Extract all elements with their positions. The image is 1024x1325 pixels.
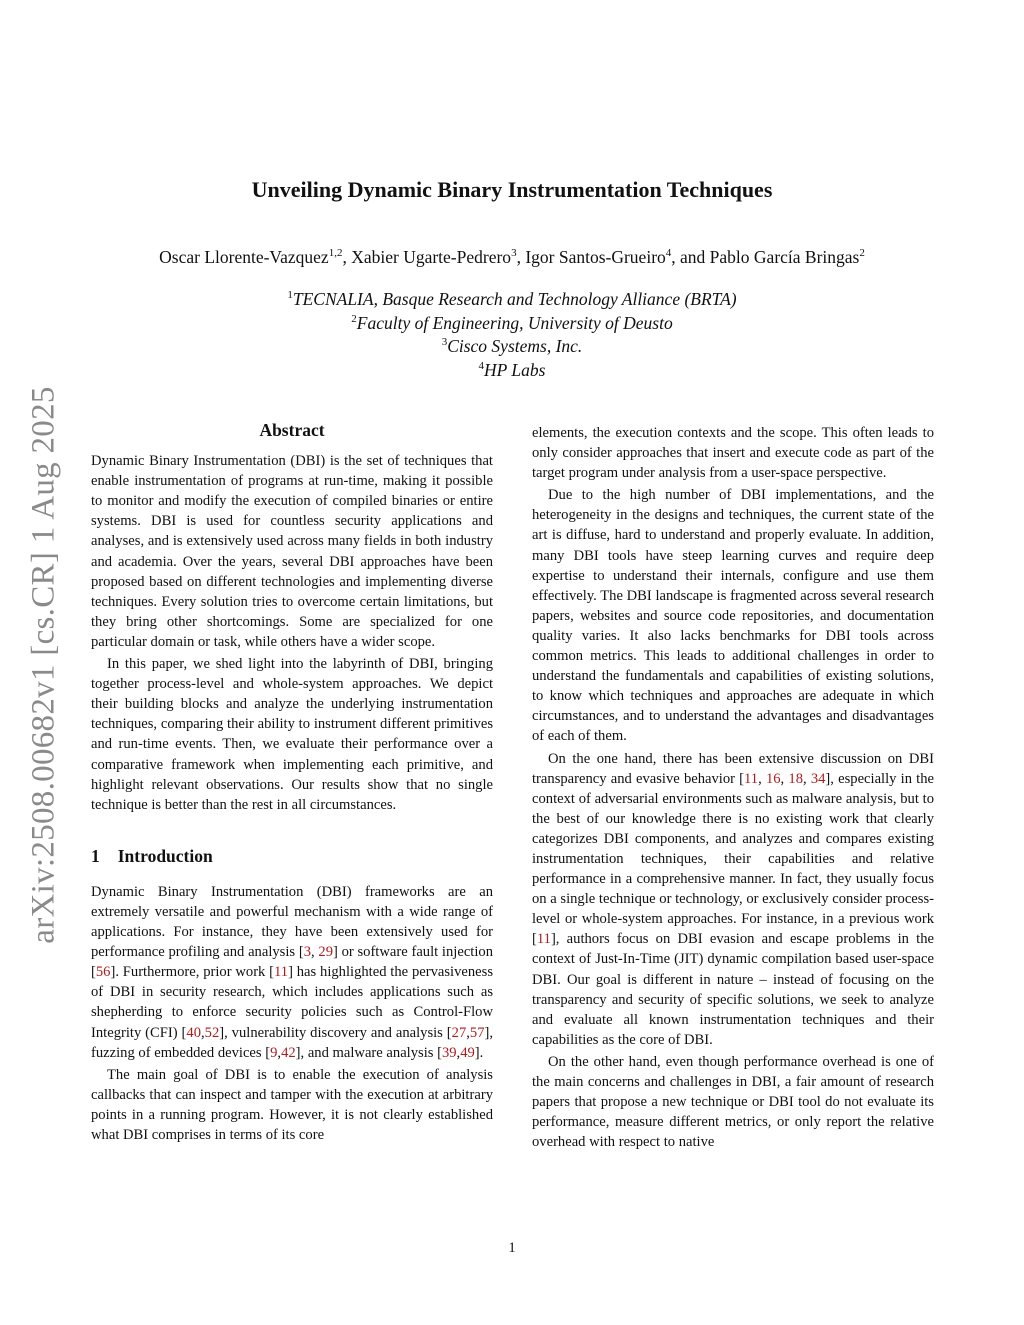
paragraph-text: ], fuzzing of embedded devices [ [91,1024,493,1061]
paragraph-text: ], especially in the context of adversarial environments such as malware analysis, but to the best of our knowledge there is no existing work that clearly categorizes DBI components, and analyzes and compares existing instrumentation techniques, their capabilities and relative performance in a comprehensive manner. In fact, they usually focus on a single technique or technology, or exclusively consider process-level or whole-system approaches. For instance, in a previous work [ [532,770,935,948]
intro-paragraph [91,882,493,1063]
intro-paragraph: The main goal of DBI is to enable the execution of analysis callbacks that can inspect and tamper with the execution at arbitrary points in a running program. However, it is not clearly established what DBI comprises in terms of its core [91,1066,493,1143]
citation-link[interactable]: 34 [810,770,826,787]
citation-link[interactable]: 57 [469,1024,485,1041]
citation-link[interactable]: 27 [451,1024,467,1041]
left-column [91,420,493,1145]
paragraph-text: Dynamic Binary Instrumentation (DBI) frameworks are an extremely versatile and powerful mechanism with a wide range of applications. For instance, they have been extensively used for performance profiling and analysis [ [91,883,493,961]
affiliation-text: Faculty of Engineering, University of Deusto [356,312,673,333]
section-title: Introduction [117,845,213,866]
paragraph-text: ], vulnerability discovery and analysis [ [219,1024,452,1041]
paragraph-text: ], and malware analysis [ [295,1044,442,1061]
intro-paragraph: On the other hand, even though performance overhead is one of the main concerns and challenges in DBI, a fair amount of research papers that propose a new technique or DBI tool do not evaluate its performance, measure different metrics, or only report the relative overhead with respect to native [532,1053,934,1151]
intro-paragraph [532,749,934,1050]
abstract-heading: Abstract [259,420,325,440]
citation-separator: , [456,1044,461,1061]
affiliation-mark: 2 [351,312,357,325]
citation-separator: , [466,1024,470,1041]
affiliation-text: Cisco Systems, Inc. [447,336,583,356]
author-affiliation-mark: 1,2 [328,247,343,259]
affiliation-list [0,288,1024,382]
author-list [0,247,1024,268]
abstract-paragraph: Dynamic Binary Instrumentation (DBI) is the set of techniques that enable instrumentation of programs at run-time, making it possible to monitor and modify the execution of compiled binaries or entire systems. DBI is used for countless security applications and analyses, and is extensively used across many fields in both industry and academia. Over the years, several DBI approaches have been proposed based on different technologies and implementing diverse techniques. Every solution tries to overcome certain limitations, but they bring other shortcomings. Some are specialized for one particular domain or task, while others have a wider scope. [91,453,493,650]
author-separator: , [342,247,352,267]
intro-paragraph: elements, the execution contexts and the scope. This often leads to only consider approaches that insert and execute code as part of the target program under analysis from a user-space perspective. [532,425,934,482]
affiliation-mark: 1 [287,289,293,301]
citation-separator: , [277,1044,282,1061]
citation-separator: , [758,770,766,787]
citation-link[interactable]: 49 [460,1044,475,1061]
arxiv-identifier: arXiv:2508.00682v1 [cs.CR] 1 Aug 2025 [25,386,62,944]
author-separator: , [516,247,526,267]
paper-title: Unveiling Dynamic Binary Instrumentation Techniques [251,177,773,202]
author-affiliation-mark: 4 [665,247,672,259]
citation-link[interactable]: 11 [274,964,289,981]
paragraph-text: ]. [474,1044,484,1061]
citation-link[interactable]: 3 [303,944,311,961]
section-number: 1 [91,845,100,866]
abstract-paragraph: In this paper, we shed light into the labyrinth of DBI, bringing together process-level and whole-system approaches. We depict their building blocks and analyze the underlying instrumentation techniques, comparing their ability to instrument different primitives and run-time events. Then, we evaluate their performance over a comparative framework when implementing each primitive, and highlight relevant observations. Our results show that no single technique is better than the rest in all circumstances. [91,656,493,813]
citation-link[interactable]: 18 [788,770,803,787]
citation-separator: , [802,770,811,787]
affiliation-mark: 3 [441,336,448,348]
citation-link[interactable]: 11 [744,770,759,787]
affiliation-text: HP Labs [484,359,546,380]
author-name: Xabier Ugarte-Pedrero [351,247,512,267]
citation-link[interactable]: 11 [536,931,551,948]
author-affiliation-mark: 3 [511,247,517,259]
author-name: Igor Santos-Grueiro [525,247,666,267]
paragraph-text: ]. Furthermore, prior work [ [110,964,275,981]
citation-link[interactable]: 40 [186,1024,201,1041]
paragraph-text: ] has highlighted the pervasiveness of DBI in security research, which includes applications such as shepherding to enforce security policies such as Control-Flow Integrity (CFI) [ [91,964,493,1041]
author-name: Pablo García Bringas [709,247,860,267]
citation-link[interactable]: 9 [270,1044,278,1061]
author-affiliation-mark: 2 [859,247,865,259]
paragraph-text: ] or software fault injection [ [91,944,494,981]
citation-link[interactable]: 16 [765,770,781,787]
citation-separator: , [201,1024,205,1041]
paragraph-text: On the one hand, there has been extensive discussion on DBI transparency and evasive behavior [ [532,750,934,787]
affiliation [0,335,1024,359]
citation-separator: , [311,944,319,961]
affiliation [0,288,1024,312]
affiliation [0,359,1024,383]
citation-link[interactable]: 39 [441,1044,457,1061]
affiliation-mark: 4 [478,359,485,372]
affiliation [0,312,1024,336]
author-separator: , and [671,247,710,267]
intro-paragraph: Due to the high number of DBI implementations, and the heterogeneity in the designs and techniques, the current state of the art is diffuse, hard to understand and properly evaluate. In addition, many DBI tools have steep learning curves and require deep expertise to understand their internals, configure and use them effectively. The DBI landscape is fragmented across several research papers, websites and source code repositories, and documentation quality varies. It also lacks benchmarks for DBI tools across common metrics. This leads to additional challenges in order to understand the fundamentals and capabilities of existing solutions, to know which techniques and approaches are adequate in which circumstances, and to understand the advantages and disadvantages of each of them. [532,487,934,745]
affiliation-text: TECNALIA, Basque Research and Technology Alliance (BRTA) [292,289,737,309]
citation-link[interactable]: 42 [281,1044,296,1061]
section-heading-introduction [91,846,493,866]
right-column [532,423,934,1152]
page-number: 1 [508,1240,516,1256]
paragraph-text: ], authors focus on DBI evasion and escape problems in the context of Just-In-Time (JIT) dynamic compilation based user-space DBI. Our goal is different in nature – instead of focusing on the transparency and security of specific solutions, we seek to analyze and evaluate all known instrumentation techniques and their capabilities as the core of DBI. [532,931,934,1048]
citation-link[interactable]: 29 [318,944,333,961]
citation-link[interactable]: 52 [204,1024,220,1041]
citation-link[interactable]: 56 [95,964,111,981]
citation-separator: , [780,770,789,787]
author-name: Oscar Llorente-Vazquez [159,247,329,267]
